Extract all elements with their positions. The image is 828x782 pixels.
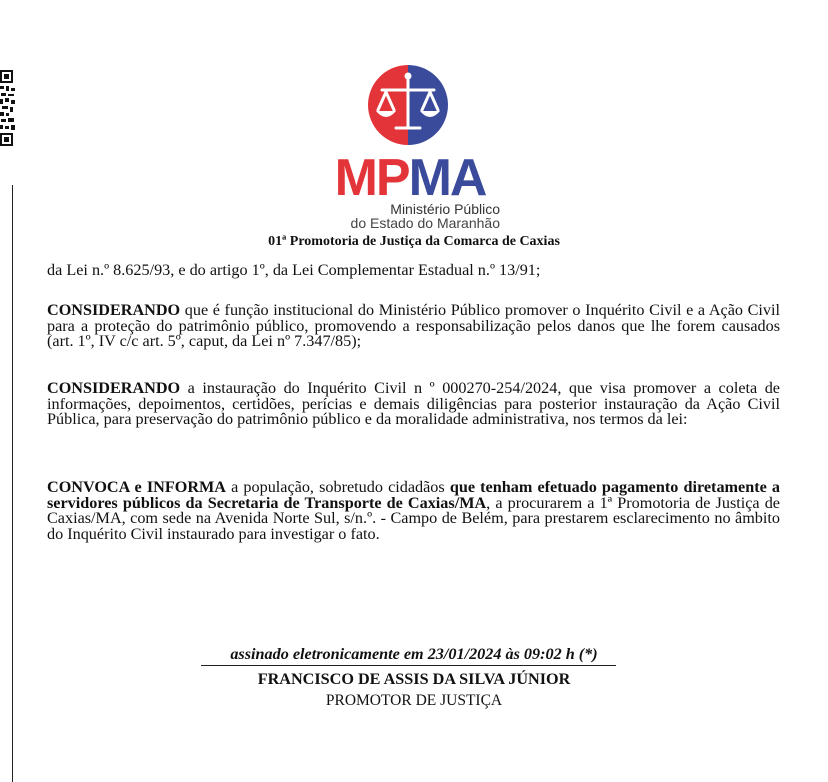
logo-wordmark: MPMA — [334, 149, 486, 207]
scales-of-justice-icon — [316, 62, 504, 154]
mpma-logo — [316, 62, 504, 230]
paragraph-considerando-2 — [47, 381, 780, 428]
paragraph-considerando-1 — [47, 303, 780, 350]
considerando-label: CONSIDERANDO — [47, 301, 181, 319]
paragraph-text: , a procurarem a 1ª Promotoria de Justiça de Caxias/MA, com sede na Avenida Norte Sul, s/n.º. - Campo de Belém, para prestarem esclarecimento no âmbito do Inquérito Civil instaurado para investigar o fato. — [47, 493, 780, 543]
paragraph-text: que é função institucional do Ministério Público promover o Inquérito Civil e a Ação Civil para a proteção do patrimônio público, promovendo a responsabilização pelos danos que lhe forem causados (art. 1º, IV c/c art. 5º, caput, da Lei nº 7.347/85); — [47, 301, 780, 350]
considerando-label: CONSIDERANDO — [47, 379, 181, 397]
paragraph-convoca — [47, 480, 780, 542]
logo-state-name: do Estado do Maranhão — [350, 215, 500, 231]
logo-institution-name: Ministério Público — [390, 201, 500, 217]
paragraph-text: a instauração do Inquérito Civil n º 000270-254/2024, que visa promover a coleta de informações, depoimentos, certidões, perícias e demais diligências para posterior instauração da Ação Civil Pública, para preservação do patrimônio público e da moralidade administrativa, nos termos da lei: — [47, 379, 780, 428]
signature-date-line: assinado eletronicamente em 23/01/2024 às 09:02 h (*) — [230, 645, 598, 663]
qr-code-icon — [0, 70, 15, 146]
promotoria-heading: 01ª Promotoria de Justiça da Comarca de Caxias — [268, 234, 560, 249]
signer-name: FRANCISCO DE ASSIS DA SILVA JÚNIOR — [257, 670, 571, 688]
signer-title: PROMOTOR DE JUSTIÇA — [325, 692, 503, 709]
paragraph-text: a população, sobretudo cidadãos — [225, 478, 450, 496]
signature-rule — [201, 665, 616, 666]
convoca-label: CONVOCA e INFORMA — [47, 478, 226, 496]
paragraph-emphasis: que tenham efetuado pagamento diretamente a servidores públicos da Secretaria de Transporte de Caxias/MA — [47, 478, 780, 512]
paragraph-law-reference: da Lei n.º 8.625/93, e do artigo 1º, da Lei Complementar Estadual n.º 13/91; — [47, 261, 541, 279]
